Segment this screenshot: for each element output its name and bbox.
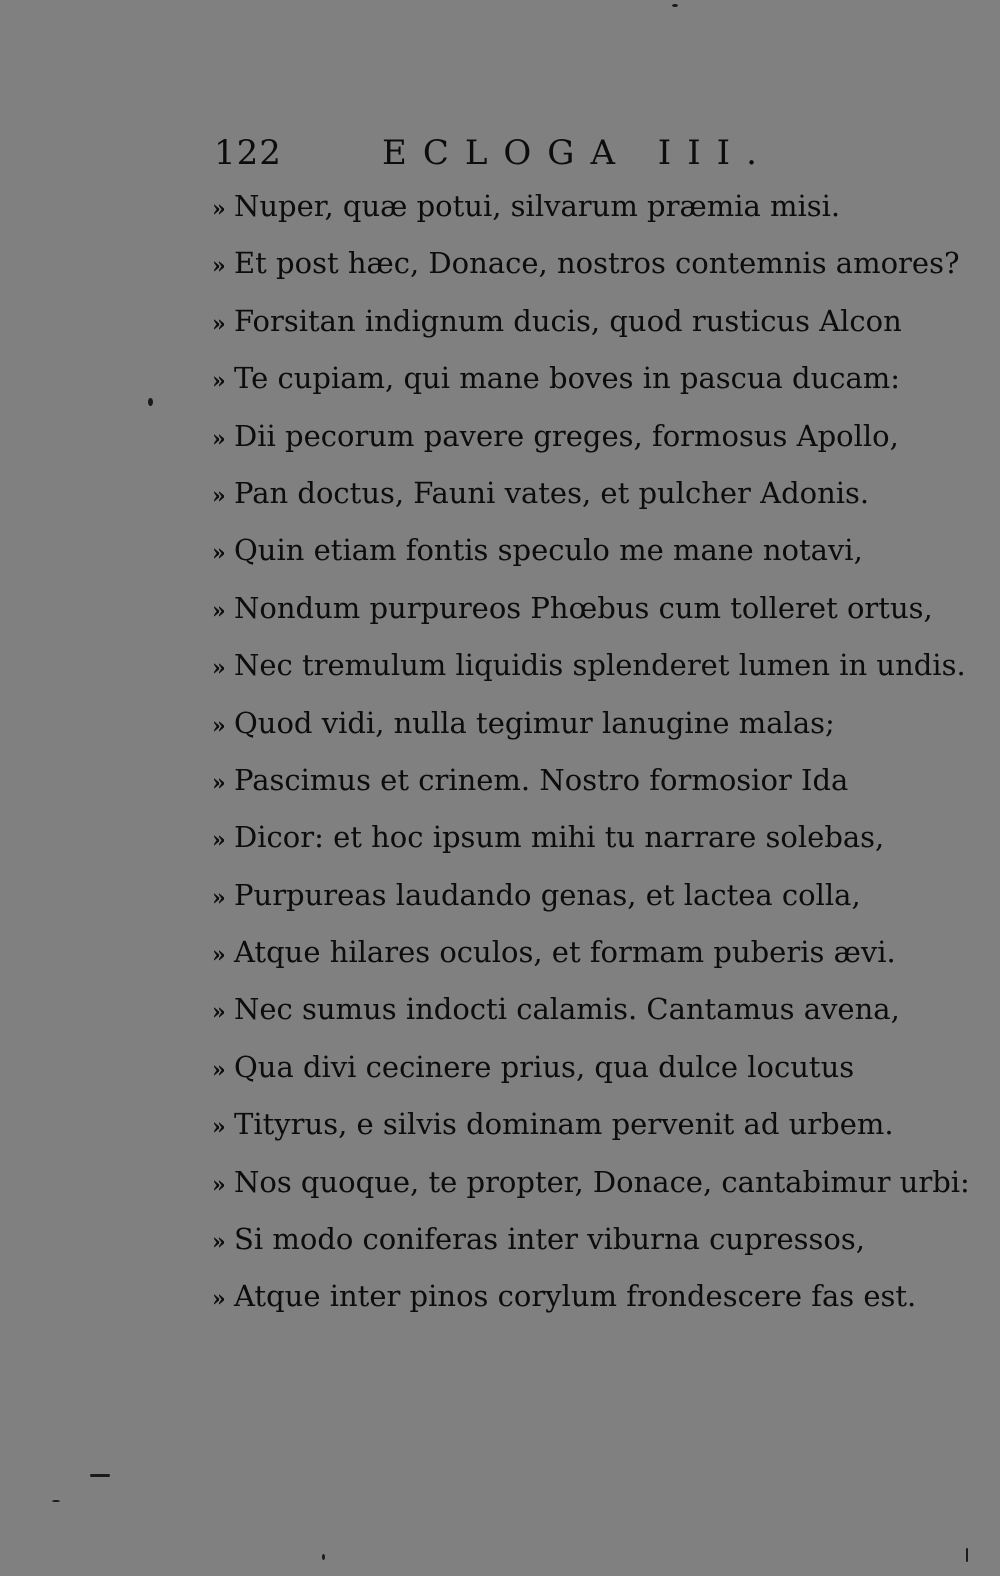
- verse-text: Nos quoque, te propter, Donace, cantabimur urbi:: [234, 1164, 970, 1199]
- quote-mark: »: [212, 196, 226, 222]
- verse-text: Dii pecorum pavere greges, formosus Apollo,: [234, 418, 899, 453]
- quote-mark: »: [212, 1114, 226, 1141]
- verse-line: [212, 924, 972, 981]
- verse-text: Te cupiam, qui mane boves in pascua ducam:: [234, 361, 901, 396]
- verse-line: [212, 1268, 972, 1325]
- verse-line: [212, 1211, 972, 1268]
- verse-line: [212, 465, 972, 522]
- quote-mark: »: [212, 253, 226, 280]
- verse-text: Quod vidi, nulla tegimur lanugine malas;: [234, 705, 835, 740]
- verse-line: [212, 408, 972, 465]
- quote-mark: »: [212, 827, 226, 854]
- quote-mark: »: [212, 310, 226, 337]
- verse-text: Pan doctus, Fauni vates, et pulcher Adonis.: [234, 475, 870, 510]
- verse-line: [212, 178, 972, 235]
- page-title: ECLOGA III.: [382, 133, 773, 173]
- verse-text: Nec tremulum liquidis splenderet lumen in undis.: [234, 648, 966, 683]
- scan-speck: [148, 398, 153, 406]
- running-head: [214, 128, 774, 178]
- verse-text: Tityrus, e silvis dominam pervenit ad urbem.: [234, 1107, 894, 1142]
- verse-text: Forsitan indignum ducis, quod rusticus Alcon: [234, 303, 902, 338]
- quote-mark: »: [212, 368, 226, 395]
- verse-line: [212, 695, 972, 752]
- scan-speck: [322, 1554, 325, 1560]
- verse-text: Pascimus et crinem. Nostro formosior Ida: [234, 762, 849, 797]
- scan-speck: [966, 1548, 968, 1562]
- quote-mark: »: [212, 1229, 226, 1256]
- verse-text: Atque hilares oculos, et formam puberis ævi.: [234, 935, 896, 970]
- verse-line: [212, 580, 972, 637]
- verse-text: Nuper, quæ potui, silvarum præmia misi.: [234, 189, 841, 223]
- quote-mark: »: [212, 597, 226, 624]
- verse-list: [212, 178, 972, 1326]
- quote-mark: »: [212, 540, 226, 567]
- verse-text: Atque inter pinos corylum frondescere fas est.: [234, 1279, 917, 1314]
- verse-line: [212, 350, 972, 407]
- quote-mark: »: [212, 942, 226, 969]
- verse-text: Et post hæc, Donace, nostros contemnis amores?: [234, 246, 960, 281]
- verse-line: [212, 867, 972, 924]
- verse-text: Quin etiam fontis speculo me mane notavi,: [234, 533, 863, 568]
- verse-text: Qua divi cecinere prius, qua dulce locutus: [234, 1049, 855, 1084]
- verse-line: [212, 1154, 972, 1211]
- quote-mark: »: [212, 655, 226, 682]
- verse-text: Nec sumus indocti calamis. Cantamus avena,: [234, 992, 900, 1027]
- quote-mark: »: [212, 1056, 226, 1083]
- verse-text: Dicor: et hoc ipsum mihi tu narrare solebas,: [234, 820, 885, 855]
- verse-text: Purpureas laudando genas, et lactea colla,: [234, 877, 861, 912]
- verse-line: [212, 752, 972, 809]
- quote-mark: »: [212, 769, 226, 796]
- quote-mark: »: [212, 1286, 226, 1313]
- quote-mark: »: [212, 425, 226, 452]
- quote-mark: »: [212, 884, 226, 911]
- verse-text: Si modo coniferas inter viburna cupressos,: [234, 1222, 865, 1257]
- verse-line: [212, 235, 972, 292]
- verse-line: [212, 981, 972, 1038]
- scan-speck: [90, 1474, 110, 1477]
- verse-line: [212, 293, 972, 350]
- verse-line: [212, 1039, 972, 1096]
- page-number: 122: [214, 133, 282, 173]
- scan-speck: [52, 1500, 60, 1502]
- verse-text: Nondum purpureos Phœbus cum tolleret ortus,: [234, 590, 933, 625]
- quote-mark: »: [212, 712, 226, 739]
- verse-line: [212, 1096, 972, 1153]
- verse-line: [212, 522, 972, 579]
- quote-mark: »: [212, 1171, 226, 1198]
- verse-line: [212, 809, 972, 866]
- verse-line: [212, 637, 972, 694]
- quote-mark: »: [212, 482, 226, 509]
- scan-speck: [672, 4, 678, 7]
- quote-mark: »: [212, 999, 226, 1026]
